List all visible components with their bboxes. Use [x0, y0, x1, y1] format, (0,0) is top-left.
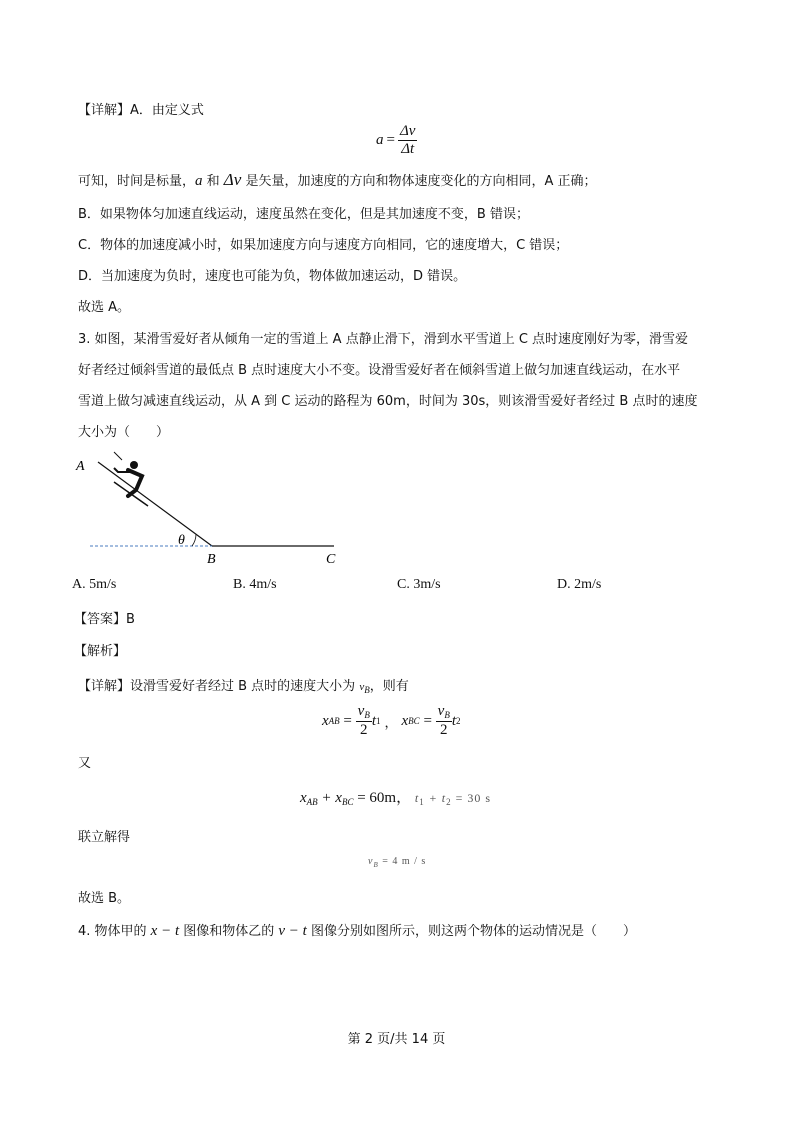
q4-text-c: 图像分别如图所示，则这两个物体的运动情况是（ ） [306, 924, 636, 939]
detail-text-b: ，则有 [369, 679, 409, 694]
q3-final: 故选 B。 [78, 891, 131, 906]
detail-line-4: C．物体的加速度减小时，如果加速度方向与速度方向相同，它的速度增大，C 错误； [78, 238, 569, 253]
eq1-equals: = [339, 712, 356, 729]
formula-fraction [398, 124, 417, 157]
eq1-comma: ， [384, 714, 398, 730]
page-footer: 第 2 页/共 14 页 [347, 1032, 446, 1047]
q3-analysis: 【解析】 [74, 644, 127, 659]
eq1-sub-ab: AB [328, 716, 340, 726]
q4-xt: x − t [150, 923, 180, 939]
eq1b-t: t [451, 712, 456, 729]
eq1b-sub-bc: BC [408, 716, 420, 726]
eq2-sub-bc: BC [341, 797, 354, 807]
option-b: B. 4m/s [233, 577, 277, 592]
eq1b-x: x [401, 712, 409, 729]
equation-3 [368, 856, 426, 869]
q3-line-2: 好者经过倾斜雪道的最低点 B 点时速度大小不变。设滑雪爱好者在倾斜雪道上做匀加速直线运动，在水平 [78, 363, 681, 378]
eq1-two: 2 [359, 722, 368, 738]
label-c: C [326, 552, 336, 567]
option-d: D. 2m/s [557, 577, 602, 592]
eq2-x: x [300, 790, 307, 806]
detail-line-1: 【详解】A．由定义式 [78, 103, 204, 118]
also-text: 又 [78, 756, 92, 771]
eq2-sub-ab: AB [306, 797, 318, 807]
ski-slope-figure [70, 450, 360, 568]
solve-text: 联立解得 [78, 830, 131, 845]
eq1-t: t [371, 712, 376, 729]
eq2-t2: 2 [446, 797, 452, 807]
eq1b-v-sub: B [444, 710, 450, 720]
var-v: v [359, 681, 365, 693]
line2-text-a: 可知，时间是标量， [78, 174, 196, 189]
equation-2 [300, 786, 491, 807]
eq1-fraction-1 [356, 704, 372, 738]
skier-icon [114, 452, 148, 506]
eq1-v: v [357, 703, 365, 719]
label-theta: θ [178, 533, 185, 548]
equation-1 [322, 704, 461, 738]
slope-line [98, 462, 212, 546]
acceleration-definition-formula [376, 124, 417, 157]
formula-numerator: Δv [399, 123, 416, 139]
eq3-v: v [368, 856, 374, 867]
eq1b-t-sub: 2 [456, 716, 461, 726]
option-c: C. 3m/s [397, 577, 441, 592]
var-delta-v: Δv [223, 170, 242, 189]
q3-line-1: 3. 如图，某滑雪爱好者从倾角一定的雪道上 A 点静止滑下，滑到水平雪道上 C 点时速度刚好为零，滑雪爱 [78, 332, 689, 347]
eq1-fraction-2 [436, 704, 452, 738]
eq2-t1: 1 [419, 797, 425, 807]
eq1-x: x [322, 712, 329, 729]
q3-detail [78, 675, 409, 695]
detail-line-2 [78, 170, 596, 190]
eq1-t-sub: 1 [375, 716, 381, 726]
line2-text-c: 是矢量，加速度的方向和物体速度变化的方向相同，A 正确； [241, 174, 597, 189]
eq2-rhs2: = 30 s [451, 791, 492, 805]
label-a: A [76, 459, 85, 474]
var-v-sub: B [364, 685, 370, 695]
q3-line-4: 大小为（ ） [78, 425, 170, 440]
formula-equals: = [386, 132, 395, 148]
option-a: A. 5m/s [72, 577, 117, 592]
eq2-plus-x: + x [317, 790, 342, 806]
label-b: B [207, 552, 216, 567]
angle-arc [192, 534, 196, 546]
eq2-rhs: = 60m， [353, 790, 412, 806]
q3-answer: 【答案】B [74, 612, 135, 627]
detail-line-5: D．当加速度为负时，速度也可能为负，物体做加速运动，D 错误。 [78, 269, 467, 284]
answer-line: 故选 A。 [78, 300, 131, 315]
eq2-t: t [414, 791, 420, 805]
eq3-sub: B [373, 861, 379, 869]
line2-text-b: 和 [202, 174, 224, 189]
eq1b-equals: = [419, 712, 436, 729]
q4-text-b: 图像和物体乙的 [179, 924, 279, 939]
q4-vt: v − t [278, 923, 307, 939]
detail-text-a: 【详解】设滑雪爱好者经过 B 点时的速度大小为 [78, 679, 360, 694]
eq1-v-sub: B [364, 710, 370, 720]
eq2-plus-t: + t [424, 791, 447, 805]
q4-text-a: 4. 物体甲的 [78, 924, 151, 939]
q4-line [78, 920, 636, 940]
formula-denominator: Δt [401, 141, 415, 157]
eq1b-two: 2 [439, 722, 448, 738]
formula-a: a [376, 132, 384, 148]
eq1b-v: v [437, 703, 445, 719]
q3-line-3: 雪道上做匀减速直线运动，从 A 到 C 运动的路程为 60m，时间为 30s，则该滑雪爱好者经过 B 点时的速度 [78, 394, 698, 409]
detail-line-3: B．如果物体匀加速直线运动，速度虽然在变化，但是其加速度不变，B 错误； [78, 207, 529, 222]
var-a: a [195, 173, 203, 189]
eq3-rhs: = 4 m / s [378, 856, 427, 867]
